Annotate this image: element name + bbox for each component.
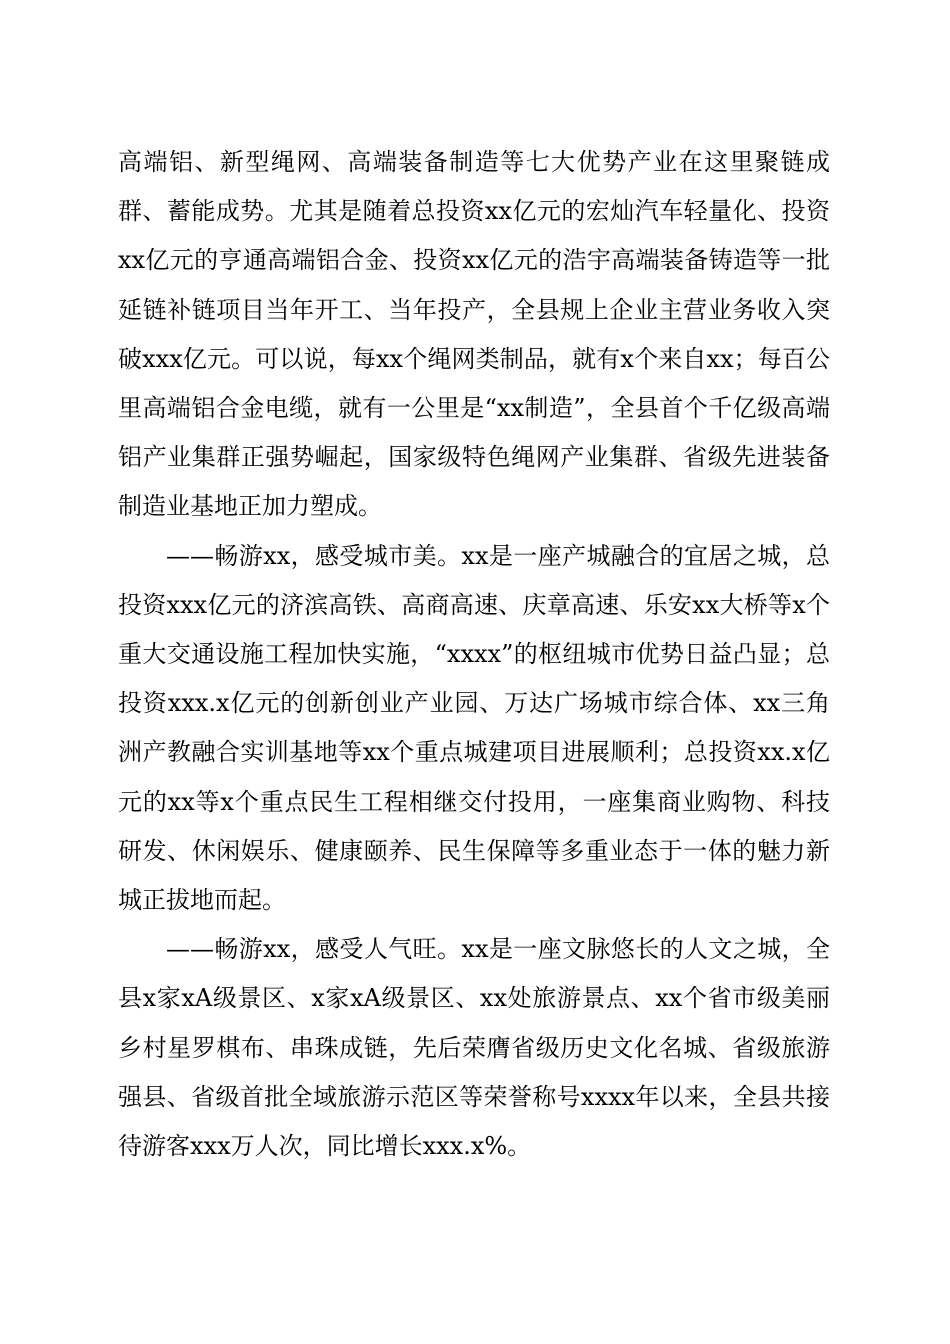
paragraph-city: ——畅游xx，感受城市美。xx是一座产城融合的宜居之城，总投资xxx亿元的济滨高铁、高商高速、庆章高速、乐安xx大桥等x个重大交通设施工程加快实施，“xxxx”的枢纽城市优势日益凸显；总投资xxx.x亿元的创新创业产业园、万达广场城市综合体、xx三角洲产教融合实训基地等xx个重点城建项目进展顺利；总投资xx.x亿元的xx等x个重点民生工程相继交付投用，一座集商业购物、科技研发、休闲娱乐、健康颐养、民生保障等多重业态于一体的魅力新城正拔地而起。: [118, 541, 830, 915]
document-body: [118, 138, 830, 1171]
paragraph-tourism: ——畅游xx，感受人气旺。xx是一座文脉悠长的人文之城，全县x家xA级景区、x家xA级景区、xx处旅游景点、xx个省市级美丽乡村星罗棋布、串珠成链，先后荣膺省级历史文化名城、省级旅游强县、省级首批全域旅游示范区等荣誉称号xxxx年以来，全县共接待游客xxx万人次，同比增长xxx.x%。: [118, 935, 830, 1161]
paragraph-industry: 高端铝、新型绳网、高端装备制造等七大优势产业在这里聚链成群、蓄能成势。尤其是随着总投资xx亿元的宏灿汽车轻量化、投资xx亿元的亨通高端铝合金、投资xx亿元的浩宇高端装备铸造等一批延链补链项目当年开工、当年投产，全县规上企业主营业务收入突破xxx亿元。可以说，每xx个绳网类制品，就有x个来自xx；每百公里高端铝合金电缆，就有一公里是“xx制造”，全县首个千亿级高端铝产业集群正强势崛起，国家级特色绳网产业集群、省级先进装备制造业基地正加力塑成。: [118, 148, 830, 521]
